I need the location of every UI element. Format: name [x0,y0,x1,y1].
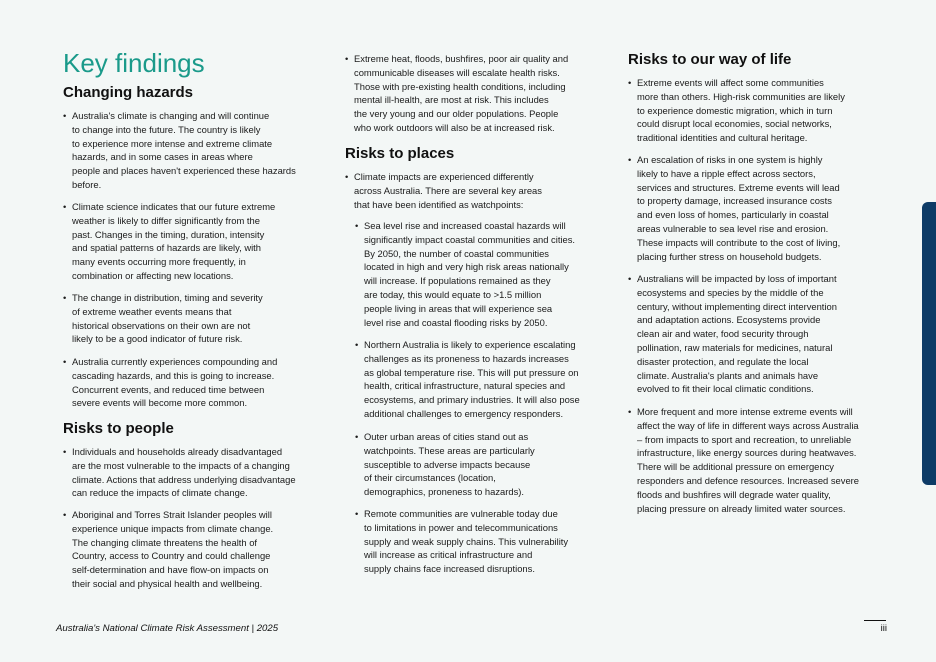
list-item: • Australians will be impacted by loss of important ecosystems and species by the middle of the century, without implementing direct intervention and adaptation actions. Ecosystems provide clean air and water, food security through pollination, raw materials for medicines, natural disaster protection, and regulate the local climate. Australia's plants and animals have evolved to fit their local climatic conditions. [628,273,837,395]
list-item: • Northern Australia is likely to experience escalating challenges as its proneness to hazards increases as global temperature rise. This will put pressure on health, critical infrastructure, natural species and ecosystems, and primary industries. It will also pose additional challenges to emergency responders. [355,339,580,419]
section-heading-places: Risks to places [345,145,455,162]
list-item: • More frequent and more intense extreme events will affect the way of life in different ways across Australia – from impacts to sport and recreation, to unreliable infrastructure, like energy sources during heatwaves. There will be additional pressure on emergency responders and defence resources. Increased severe floods and bushfires will degrade water quality, placing pressure on already limited water sources. [628,406,860,514]
list-item: • Australia currently experiences compounding and cascading hazards, and this is going to increase. Concurrent events, and reduced time between severe events will become more common. [63,356,278,409]
section-heading-people: Risks to people [63,420,174,437]
list-item: • An escalation of risks in one system is highly likely to have a ripple effect across sectors, services and structures. Extreme events will lead to property damage, increased insurance costs and even loss of homes, particularly in coastal areas vulnerable to sea level rise and erosion. These impacts will contribute to the cost of living, placing further stress on household budgets. [628,154,841,262]
section-heading-way-of-life: Risks to our way of life [628,51,792,68]
list-item: • Extreme events will affect some communities more than others. High-risk communities are likely to experience domestic migration, which in turn could disrupt local economies, social networks, traditional identities and cultural heritage. [628,77,845,144]
list-item: • Outer urban areas of cities stand out as watchpoints. These areas are particularly susceptible to adverse impacts because of their circumstances (location, demographics, proneness to hazards). [355,431,535,498]
list-item: • Australia's climate is changing and will continue to change into the future. The country is likely to experience more intense and extreme climate hazards, and in some cases in areas where people and places haven't experienced these hazards before. [63,110,296,190]
section-heading-hazards: Changing hazards [63,84,194,101]
list-item: • Extreme heat, floods, bushfires, poor air quality and communicable diseases will escalate health risks. Those with pre-existing health conditions, including mental ill-health, are most at risk. This includes the very young and our older populations. People who work outdoors will also be at increased risk. [345,53,569,133]
list-item: • Individuals and households already disadvantaged are the most vulnerable to the impacts of a changing climate. Actions that address underlying disadvantage can reduce the impacts of climate change. [63,446,296,499]
page-number: iii [880,623,887,634]
list-item: • The change in distribution, timing and severity of extreme weather events means that historical observations on their own are not likely to be a good indicator of future risk. [63,292,263,345]
list-item: • Climate science indicates that our future extreme weather is likely to differ significantly from the past. Changes in the timing, duration, intensity and spatial patterns of hazards are likely, with many events occurring more frequently, in combination or affecting new locations. [63,201,276,281]
list-item: • Sea level rise and increased coastal hazards will significantly impact coastal communities and cities. By 2050, the number of coastal communities located in high and very high risk areas nationally will increase. If populations remained as they are today, this would equate to >1.5 million people living in areas that will experience sea level rise and coastal flooding risks by 2050. [355,220,576,328]
list-item: • Remote communities are vulnerable today due to limitations in power and telecommunications supply and weak supply chains. This vulnerability will increase as critical infrastructure and supply chains face increased disruptions. [355,508,569,575]
page-title: Key findings [63,48,205,78]
page-number-rule [864,620,886,621]
list-item: • Aboriginal and Torres Strait Islander peoples will experience unique impacts from climate change. The changing climate threatens the health of Country, access to Country and could challenge self-determination and have flow-on impacts on their social and physical health and wellbeing. [63,509,274,589]
side-tab-decoration [922,202,936,485]
places-intro: • Climate impacts are experienced differently across Australia. There are several key areas that have been identified as watchpoints: [345,171,542,210]
footer-citation: Australia's National Climate Risk Assessment | 2025 [56,623,279,634]
